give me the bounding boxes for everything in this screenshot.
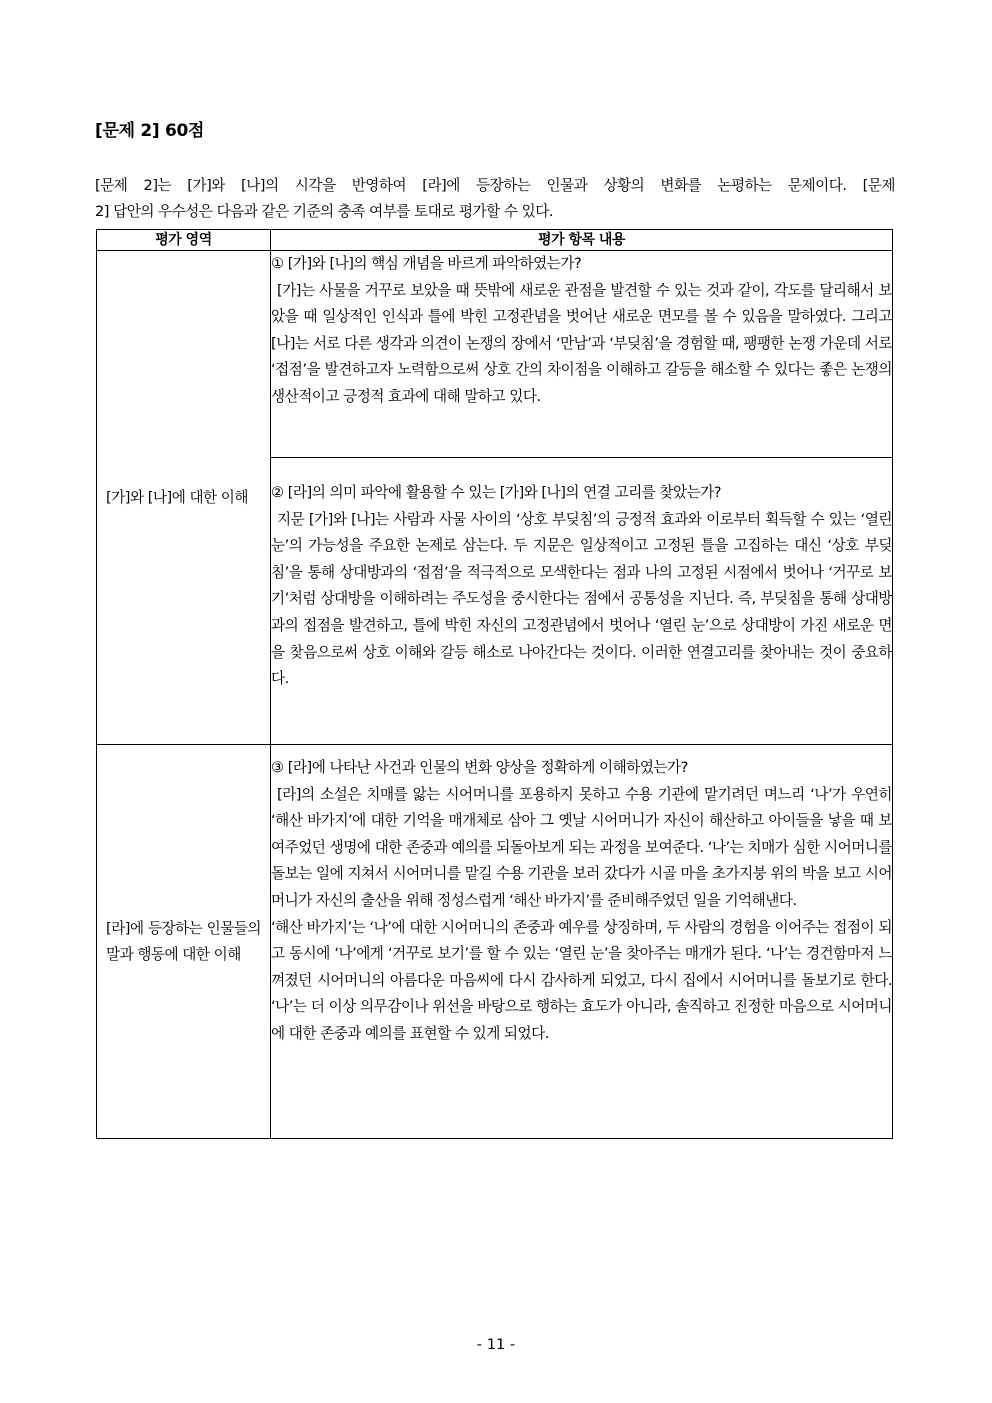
criterion-1 [271,251,893,458]
area-characters-ra: [라]에 등장하는 인물들의 말과 행동에 대한 이해 [97,745,271,1139]
intro-paragraph [95,173,895,225]
criterion-body-2: ‘해산 바가지’는 ‘나’에 대한 시어머니의 존중과 예우를 상징하며, 두 사람의 경험을 이어주는 접점이 되고 동시에 ‘나’에게 ‘거꾸로 보기’를 할 수 있는 ‘열린 눈’을 찾아주는 매개가 된다. ‘나’는 경건함마저 느껴졌던 시어머니의 아름다운 마음씨에 다시 감사하게 되었고, 다시 집에서 시어머니를 돌보기로 한다. ‘나’는 더 이상 의무감이나 위선을 바탕으로 행하는 효도가 아니라, 솔직하고 진정한 마음으로 시어머니에 대한 존중과 예의를 표현할 수 있게 되었다. [271,918,892,1042]
criterion-body: [라]의 소설은 치매를 앓는 시어머니를 포용하지 못하고 수용 기관에 맡기려던 며느리 ‘나’가 우연히 ‘해산 바가지’에 대한 기억을 매개체로 삼아 그 옛날 시어머니가 자신이 해산하고 아이들을 낳을 때 보여주었던 생명에 대한 존중과 예의를 되돌아보게 되는 과정을 보여준다. ‘나’는 치매가 심한 시어머니를 돌보는 일에 지쳐서 시어머니를 맡길 수용 기관을 보러 갔다가 시골 마을 초가지붕 위의 박을 보고 시어머니가 자신의 출산을 위해 정성스럽게 ‘해산 바가지’를 준비해주었던 일을 기억해낸다. [271,785,892,909]
area-understanding-ga-na: [가]와 [나]에 대한 이해 [97,251,271,745]
criterion-2 [271,458,893,745]
header-content: 평가 항목 내용 [271,230,893,251]
criterion-3 [271,745,893,1139]
problem-title: [문제 2] 60점 [95,121,205,141]
page-number: - 11 - [476,1336,516,1353]
intro-line-1: [문제 2]는 [가]와 [나]의 시각을 반영하여 [라]에 등장하는 인물과 상황의 변화를 논평하는 문제이다. [문제 [95,177,895,194]
criterion-body: 지문 [가]와 [나]는 사람과 사물 사이의 ‘상호 부딪침’의 긍정적 효과와 이로부터 획득할 수 있는 ‘열린 눈’의 가능성을 주요한 논제로 삼는다. 두 지문은 일상적이고 고정된 틀을 고집하는 대신 ‘상호 부딪침’을 통해 상대방과의 ‘접점’을 적극적으로 모색한다는 점과 나의 고정된 시점에서 벗어나 ‘거꾸로 보기’처럼 상대방을 이해하려는 주도성을 중시한다는 점에서 공통성을 지닌다. 즉, 부딪침을 통해 상대방과의 접점을 발견하고, 틀에 박힌 자신의 고정관념에서 벗어나 ‘열린 눈’으로 상대방이 가진 새로운 면을 찾음으로써 상호 이해와 갈등 해소로 나아간다는 것이다. 이러한 연결고리를 찾아내는 것이 중요하다. [271,510,892,688]
criterion-question: ② [라]의 의미 파악에 활용할 수 있는 [가]와 [나]의 연결 고리를 찾았는가? [271,484,722,501]
intro-line-2: 2] 답안의 우수성은 다음과 같은 기준의 충족 여부를 토대로 평가할 수 있다. [95,203,553,220]
criterion-question: ③ [라]에 나타난 사건과 인물의 변화 양상을 정확하게 이해하였는가? [271,759,688,776]
header-area: 평가 영역 [97,230,271,251]
criterion-body: [가]는 사물을 거꾸로 보았을 때 뜻밖에 새로운 관점을 발견할 수 있는 것과 같이, 각도를 달리해서 보았을 때 일상적인 인식과 틀에 박힌 고정관념을 벗어난 새로운 면모를 볼 수 있음을 말하였다. 그리고 [나]는 서로 다른 생각과 의견이 논쟁의 장에서 ‘만남’과 ‘부딪침’을 경험할 때, 팽팽한 논쟁 가운데 서로 ‘접점’을 발견하고자 노력함으로써 상호 간의 차이점을 이해하고 갈등을 해소할 수 있다는 좋은 논쟁의 생산적이고 긍정적 효과에 대해 말하고 있다. [271,281,892,405]
evaluation-table [96,229,893,1139]
table-header-row [97,230,893,251]
table-row [97,251,893,458]
table-row [97,745,893,1139]
criterion-question: ① [가]와 [나]의 핵심 개념을 바르게 파악하였는가? [271,255,582,272]
